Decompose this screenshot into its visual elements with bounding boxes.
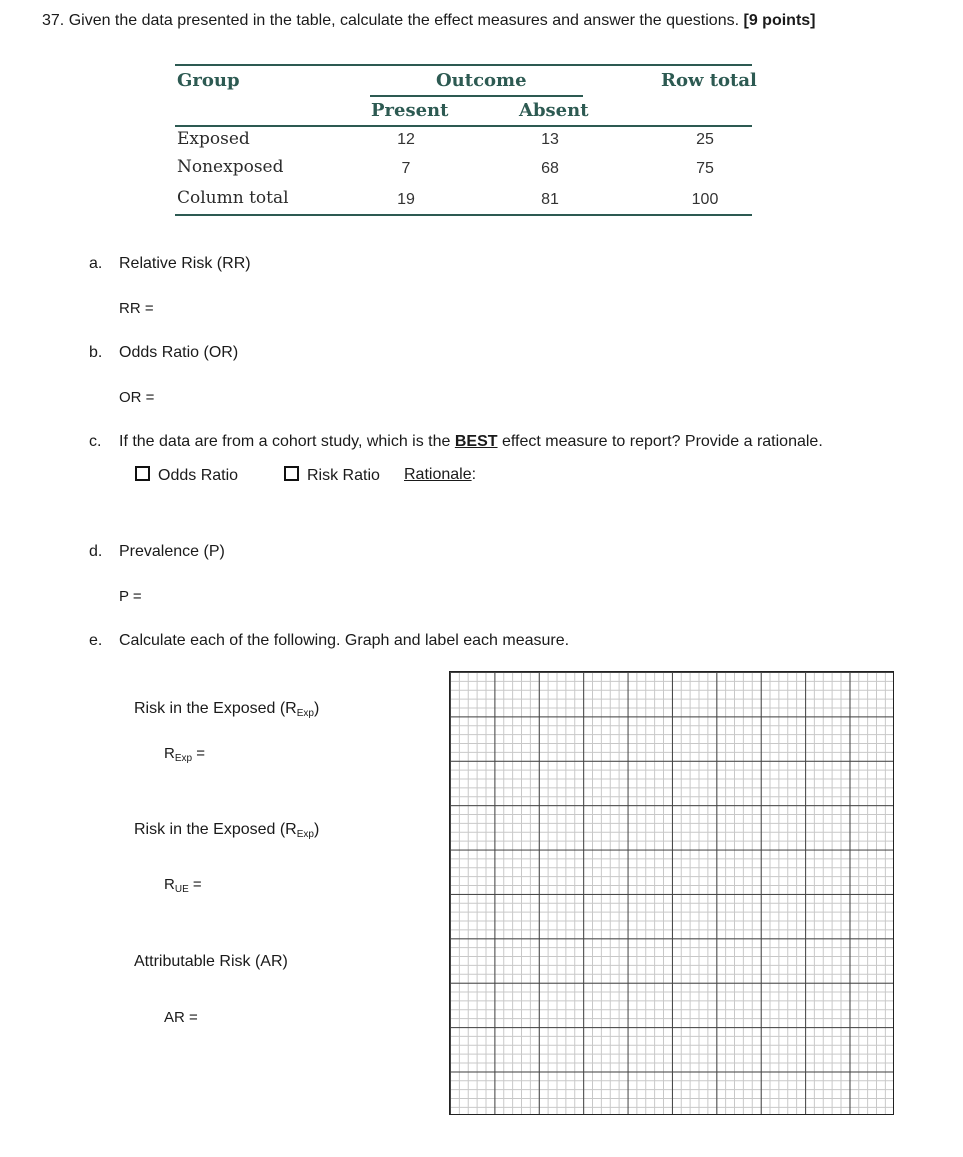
measure-1-answer-eq: = (192, 745, 206, 762)
rationale-label (404, 466, 476, 484)
table-top-rule (175, 64, 752, 66)
measure-1-label-close: ) (313, 700, 320, 717)
part-d-letter: d. (89, 543, 103, 560)
measure-3-answer: AR = (164, 1009, 198, 1026)
outcome-underline (370, 95, 583, 97)
row-column-total-present: 19 (397, 191, 415, 208)
measure-3-label: Attributable Risk (AR) (134, 953, 288, 970)
row-column-total-group: Column total (177, 188, 289, 208)
row-nonexposed-absent: 68 (541, 160, 559, 177)
option-risk-ratio[interactable] (284, 466, 380, 485)
measure-1-answer-sub: Exp (174, 753, 193, 764)
rationale-colon: : (471, 466, 477, 483)
measure-2-label-close: ) (313, 821, 320, 838)
measure-2-answer (164, 876, 202, 893)
measure-2-answer-main: R (164, 876, 175, 893)
measure-2-answer-sub: UE (174, 884, 189, 895)
row-exposed-total: 25 (696, 131, 714, 148)
row-column-total-absent: 81 (541, 191, 559, 208)
row-exposed-present: 12 (397, 131, 415, 148)
header-present: Present (371, 100, 449, 121)
header-absent: Absent (519, 100, 589, 121)
risk-ratio-checkbox[interactable] (284, 466, 299, 481)
row-nonexposed-total: 75 (696, 160, 714, 177)
header-group: Group (177, 70, 240, 91)
question-text: 37. Given the data presented in the table, calculate the effect measures and answer the questions. (42, 12, 740, 29)
option-odds-ratio-label: Odds Ratio (158, 467, 239, 484)
option-odds-ratio[interactable] (135, 466, 238, 485)
row-nonexposed-present: 7 (401, 160, 411, 177)
header-outcome: Outcome (436, 70, 527, 91)
part-e-label: Calculate each of the following. Graph and label each measure. (119, 632, 570, 649)
measure-1-answer (164, 745, 205, 762)
row-exposed-absent: 13 (541, 131, 559, 148)
part-c-text-before: If the data are from a cohort study, which is the (119, 433, 455, 450)
measure-2-label (134, 821, 319, 839)
part-d-answer: P = (119, 588, 142, 605)
part-b-label: Odds Ratio (OR) (119, 344, 239, 361)
measure-1-label-sub: Exp (296, 708, 314, 719)
part-a-label: Relative Risk (RR) (119, 255, 251, 272)
part-b-letter: b. (89, 344, 103, 361)
part-b-answer: OR = (119, 389, 155, 406)
part-e-letter: e. (89, 632, 103, 649)
part-a-answer: RR = (119, 300, 154, 317)
measure-2-label-sub: Exp (296, 829, 314, 840)
question-points: [9 points] (743, 12, 816, 29)
row-nonexposed-group: Nonexposed (177, 157, 284, 177)
row-exposed-group: Exposed (177, 129, 250, 149)
row-column-total-total: 100 (691, 191, 719, 208)
measure-2-answer-eq: = (188, 876, 202, 893)
header-bottom-rule (175, 125, 752, 127)
data-table (175, 64, 757, 219)
odds-ratio-checkbox[interactable] (135, 466, 150, 481)
part-c-question (119, 433, 823, 451)
question-title (42, 12, 816, 30)
part-c-letter: c. (89, 433, 102, 450)
header-row-total: Row total (661, 70, 757, 91)
table-bottom-rule (175, 214, 752, 216)
part-a-letter: a. (89, 255, 103, 272)
part-c-text-after: effect measure to report? Provide a rationale. (497, 433, 823, 450)
measure-1-answer-main: R (164, 745, 175, 762)
measure-2-label-text: Risk in the Exposed (R (134, 821, 297, 838)
part-c-emphasis: BEST (454, 433, 498, 450)
measure-1-label-text: Risk in the Exposed (R (134, 700, 297, 717)
measure-1-label (134, 700, 319, 718)
rationale-word: Rationale (404, 466, 472, 483)
option-risk-ratio-label: Risk Ratio (307, 467, 380, 484)
part-d-label: Prevalence (P) (119, 543, 225, 560)
graph-paper[interactable] (449, 671, 894, 1115)
